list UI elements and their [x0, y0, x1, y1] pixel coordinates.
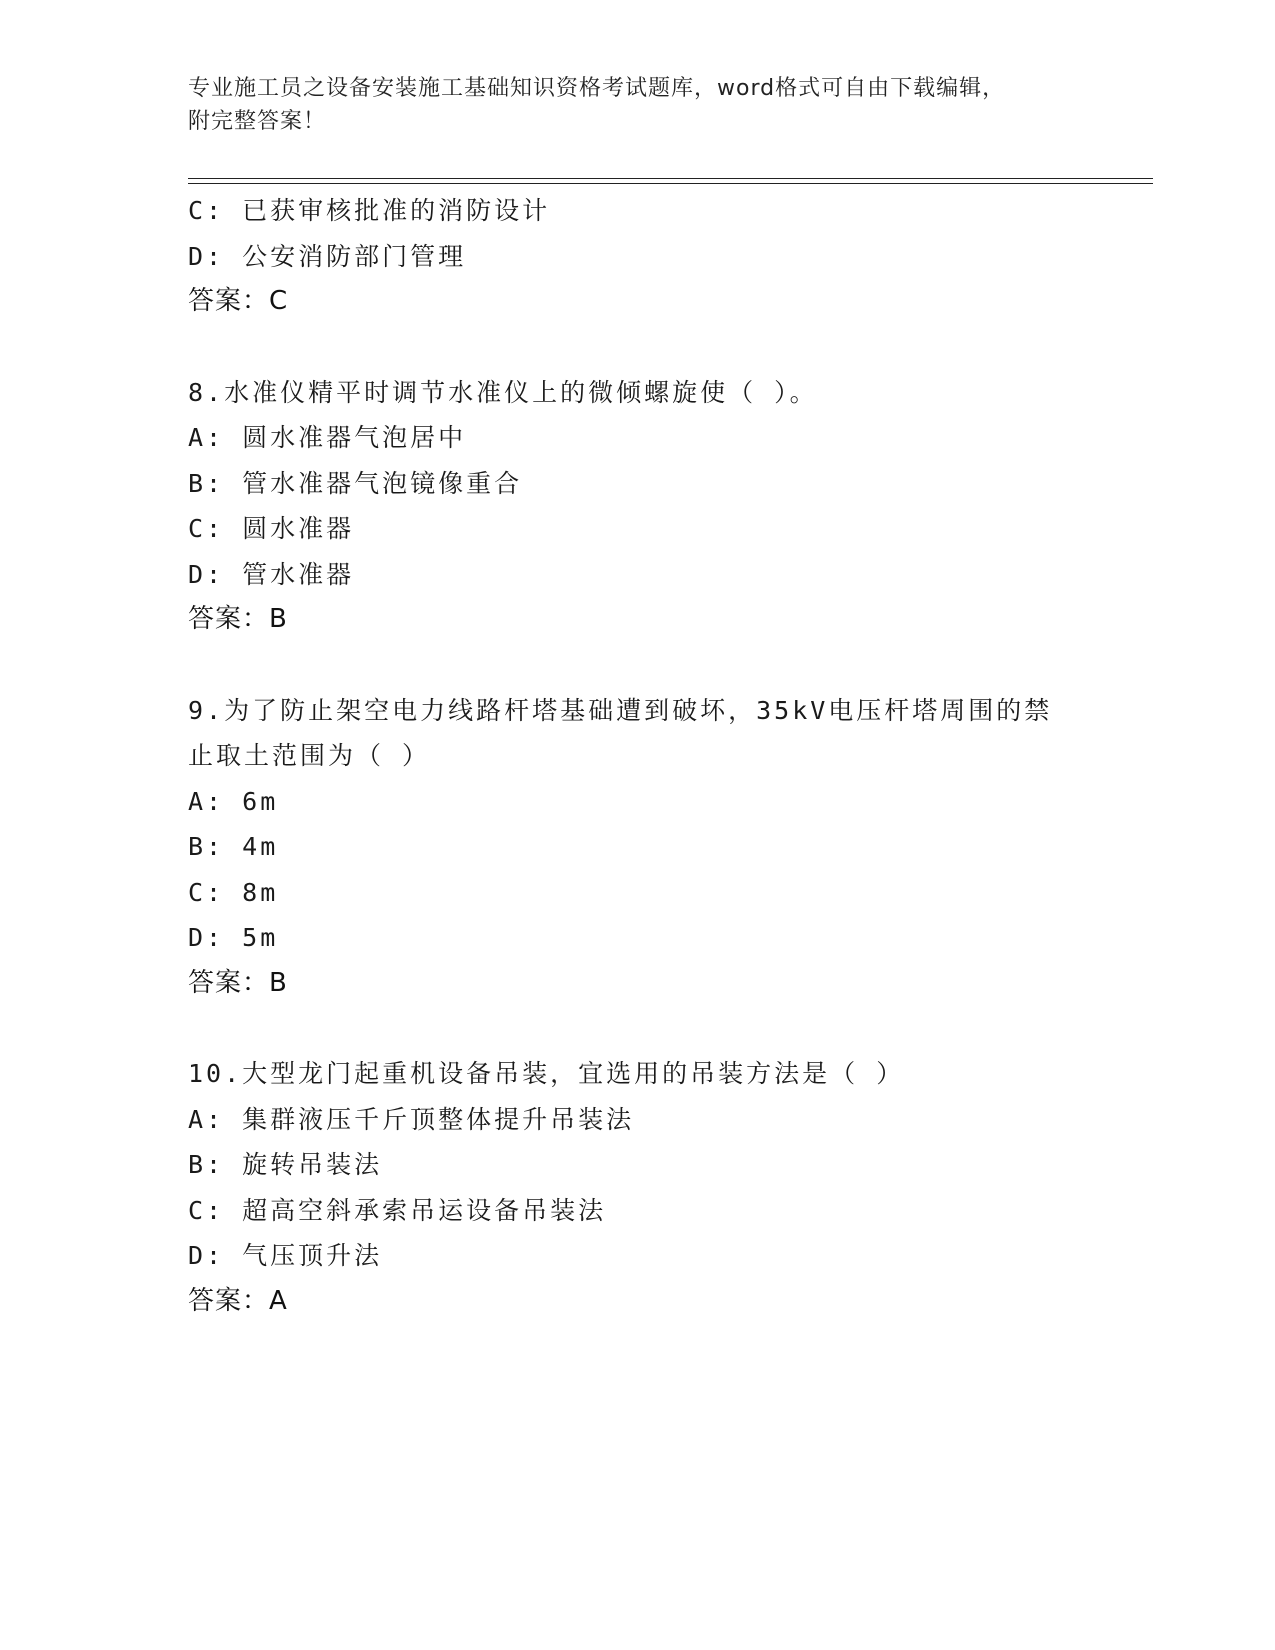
- option-d: D: 管水准器: [188, 559, 355, 589]
- option-d: D: 气压顶升法: [188, 1241, 383, 1270]
- document-header: [188, 72, 1068, 138]
- question-9: [188, 688, 1153, 1007]
- option-b: B: 旋转吊装法: [188, 1150, 383, 1179]
- option-b: B: 4m: [188, 832, 279, 861]
- question-8: [188, 370, 1153, 643]
- question-stem-line-2: 止取土范围为（ ）: [188, 741, 431, 770]
- option-a: A: 圆水准器气泡居中: [188, 423, 467, 452]
- question-stem: 8.水准仪精平时调节水准仪上的微倾螺旋使（ ）。: [188, 377, 818, 407]
- answer-line: 答案：B: [188, 604, 288, 634]
- spacer: [188, 1006, 1153, 1051]
- option-d: D: 公安消防部门管理: [188, 241, 467, 271]
- question-10: [188, 1051, 1153, 1324]
- option-c: C: 超高空斜承索吊运设备吊装法: [188, 1195, 607, 1225]
- spacer: [188, 325, 1153, 370]
- question-stem-line-1: 9.为了防止架空电力线路杆塔基础遭到破坏，35kV电压杆塔周围的禁: [188, 695, 1053, 725]
- option-c: C: 已获审核批准的消防设计: [188, 196, 551, 225]
- option-d: D: 5m: [188, 923, 279, 952]
- header-divider-bottom: [188, 183, 1153, 184]
- question-7-continuation: [188, 188, 1153, 325]
- option-a: A: 6m: [188, 786, 279, 816]
- answer-line: 答案：B: [188, 967, 288, 998]
- header-line-1: 专业施工员之设备安装施工基础知识资格考试题库，word格式可自由下载编辑，: [188, 76, 1006, 101]
- option-c: C: 8m: [188, 877, 279, 907]
- question-content: [188, 188, 1153, 1324]
- header-divider-top: [188, 178, 1153, 179]
- option-c: C: 圆水准器: [188, 514, 355, 543]
- answer-line: 答案：A: [188, 1285, 288, 1316]
- answer-line: 答案：C: [188, 286, 289, 316]
- option-b: B: 管水准器气泡镜像重合: [188, 468, 523, 498]
- question-stem: 10.大型龙门起重机设备吊装，宜选用的吊装方法是（ ）: [188, 1059, 905, 1088]
- option-a: A: 集群液压千斤顶整体提升吊装法: [188, 1104, 635, 1134]
- spacer: [188, 643, 1153, 688]
- header-line-2: 附完整答案！: [188, 109, 327, 134]
